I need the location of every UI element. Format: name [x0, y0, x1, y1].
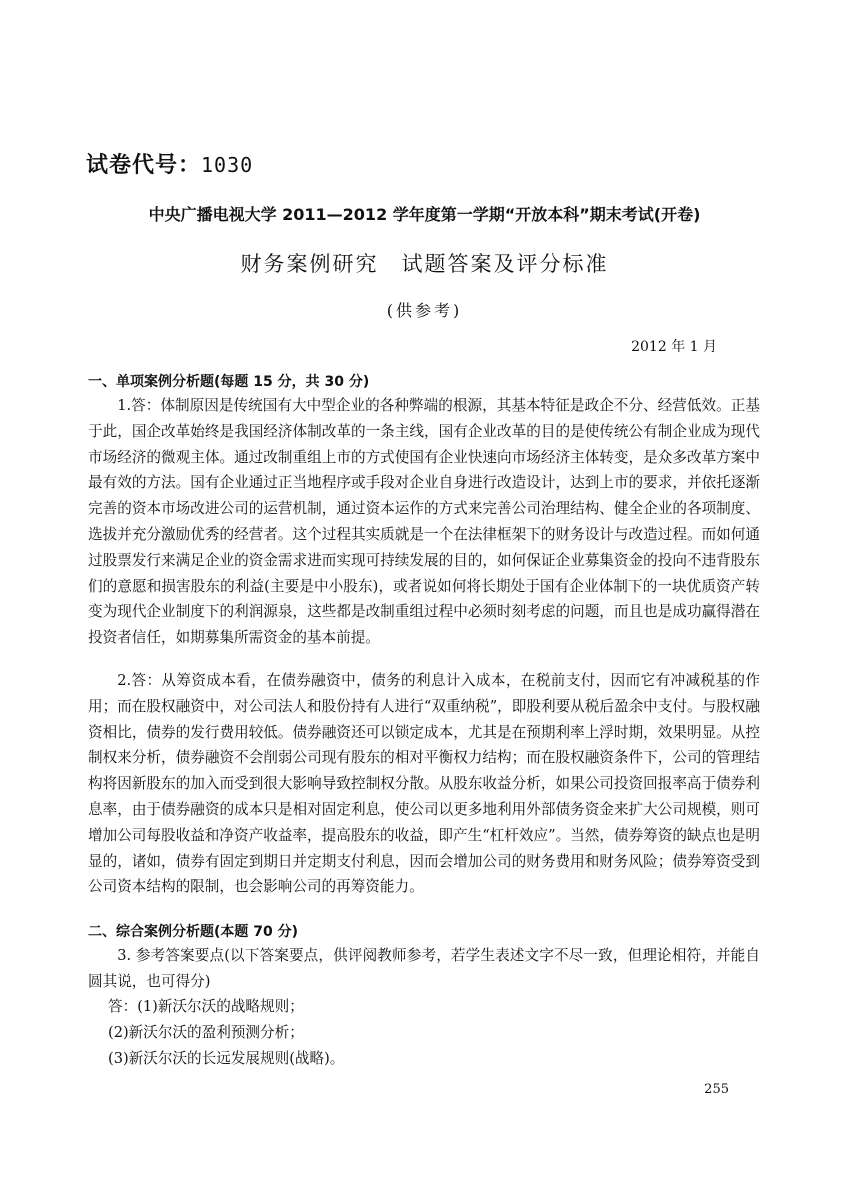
answer-point-2: (2)新沃尔沃的盈利预测分析；	[108, 1024, 304, 1041]
answer-paragraph-1: 1.答：体制原因是传统国有大中型企业的各种弊端的根源，其基本特征是政企不分、经营低效。正基于此，国企改革始终是我国经济体制改革的一条主线，国有企业改革的目的是使传统公有制企业成为现代市场经济的微观主体。通过改制重组上市的方式使国有企业快速向市场经济主体转变，是众多改革方案中最有效的方法。国有企业通过正当地程序或手段对企业自身进行改造设计，达到上市的要求，并依托逐渐完善的资本市场改进公司的运营机制，通过资本运作的方式来完善公司治理结构、健全企业的各项制度、选拔并充分激励优秀的经营者。这个过程其实质就是一个在法律框架下的财务设计与改造过程。而如何通过股票发行来满足企业的资金需求进而实现可持续发展的目的，如何保证企业募集资金的投向不违背股东们的意愿和损害股东的利益(主要是中小股东)，或者说如何将长期处于国有企业体制下的一块优质资产转变为现代企业制度下的利润源泉，这些都是改制重组过程中必须时刻考虑的问题，而且也是成功赢得潜在投资者信任，如期募集所需资金的基本前提。	[88, 397, 760, 647]
subject-title: 财务案例研究 试题答案及评分标准	[240, 252, 609, 276]
exam-date: 2012 年 1 月	[631, 339, 717, 355]
exam-code-number: 1030	[201, 153, 254, 177]
page-number: 255	[704, 1082, 729, 1097]
answer-paragraph-2: 2.答：从筹资成本看，在债券融资中，债务的利息计入成本，在税前支付，因而它有冲减税基的作用；而在股权融资中，对公司法人和股份持有人进行“双重纳税”，即股利要从税后盈余中支付。与股权融资相比，债券的发行费用较低。债券融资还可以锁定成本，尤其是在预期利率上浮时期，效果明显。从控制权来分析，债券融资不会削弱公司现有股东的相对平衡权力结构；而在股权融资条件下，公司的管理结构将因新股东的加入而受到很大影响导致控制权分散。从股东收益分析，如果公司投资回报率高于债券利息率，由于债券融资的成本只是相对固定利息，使公司以更多地利用外部债务资金来扩大公司规模，则可增加公司每股收益和净资产收益率，提高股东的收益，即产生“杠杆效应”。当然，债券筹资的缺点也是明显的，诸如，债券有固定到期日并定期支付利息，因而会增加公司的财务费用和财务风险；债券筹资受到公司资本结构的限制，也会影响公司的再筹资能力。	[88, 672, 760, 896]
answer-paragraph-3: 3. 参考答案要点(以下答案要点，供评阅教师参考，若学生表述文字不尽一致，但理论相符，并能自圆其说，也可得分)	[88, 947, 760, 990]
answer-point-3: (3)新沃尔沃的长远发展规则(战略)。	[108, 1050, 345, 1067]
section-heading-2: 二、综合案例分析题(本题 70 分)	[88, 924, 299, 940]
reference-note: (供参考)	[386, 301, 463, 320]
exam-code-label: 试卷代号：	[86, 153, 202, 178]
exam-code	[86, 148, 253, 179]
section-heading-1: 一、单项案例分析题(每题 15 分，共 30 分)	[88, 374, 370, 390]
exam-title: 中央广播电视大学 2011—2012 学年度第一学期“开放本科”期末考试(开卷)	[148, 205, 701, 224]
answer-point-1: 答：(1)新沃尔沃的战略规则；	[108, 998, 304, 1015]
